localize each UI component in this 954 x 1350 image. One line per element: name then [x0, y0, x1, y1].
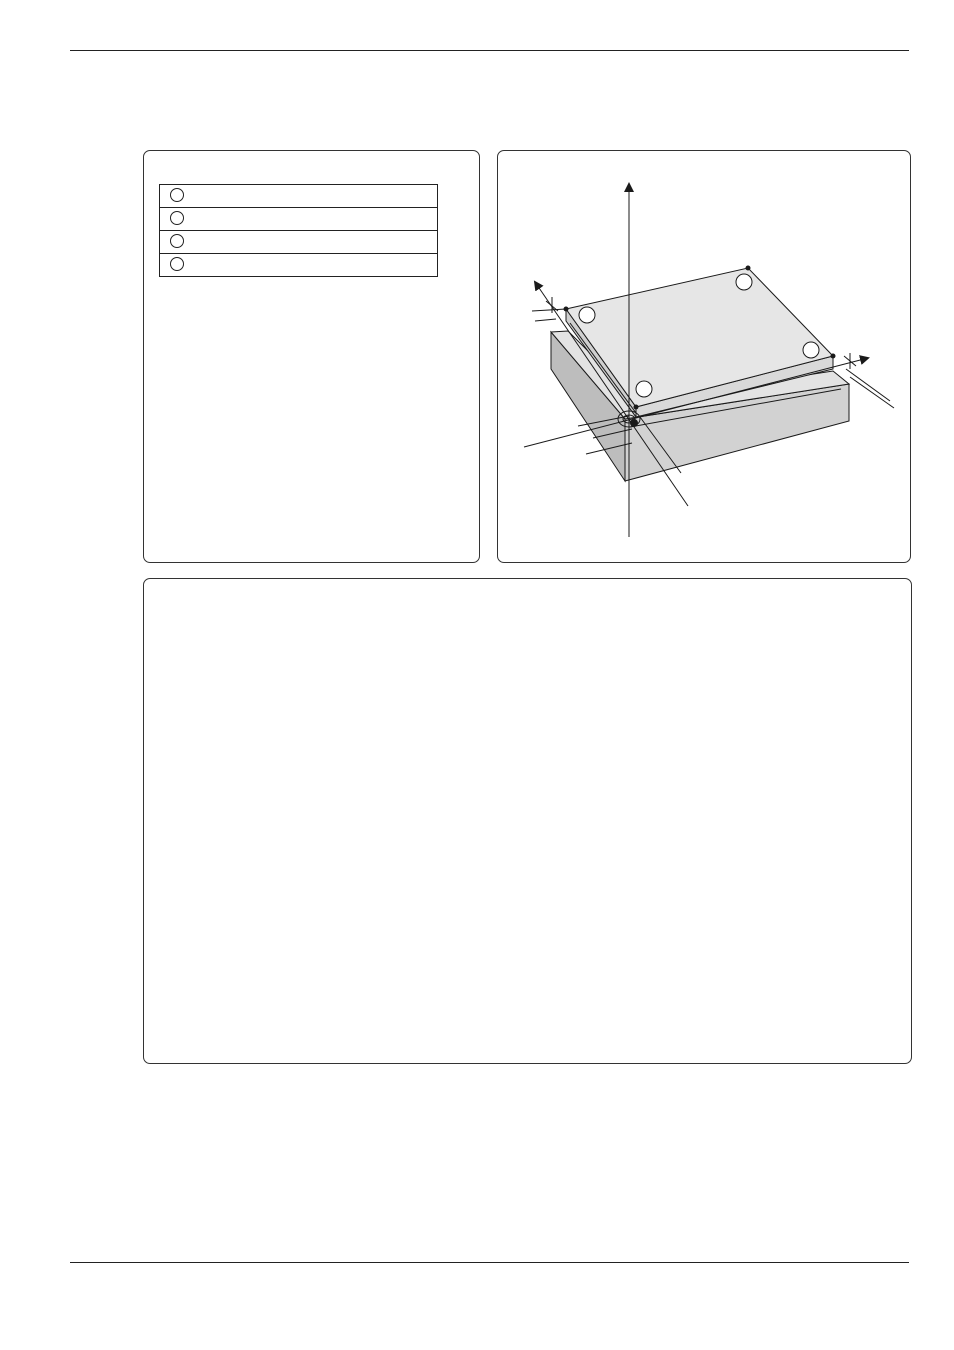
- legend-panel: [143, 150, 480, 563]
- legend-number-circle: [170, 188, 184, 202]
- leader-line: [846, 369, 890, 401]
- description-panel: [143, 578, 912, 1064]
- legend-row: [160, 231, 437, 254]
- corner-point: [634, 405, 639, 410]
- legend-number-circle: [170, 257, 184, 271]
- origin-point: [630, 419, 638, 427]
- footer-rule: [70, 1262, 909, 1263]
- workpiece-illustration: [498, 151, 910, 562]
- corner-point: [746, 266, 751, 271]
- legend-number-circle: [170, 211, 184, 225]
- legend-row: [160, 208, 437, 231]
- corner-point: [564, 307, 569, 312]
- callout-circle: [803, 342, 819, 358]
- leader-line: [850, 377, 894, 408]
- legend-number-circle: [170, 234, 184, 248]
- callout-circle: [579, 307, 595, 323]
- legend-row: [160, 185, 437, 208]
- legend-row: [160, 254, 437, 277]
- figure-panel: [497, 150, 911, 563]
- leader-line: [535, 319, 556, 321]
- leader-line: [532, 309, 566, 311]
- legend-table: [159, 184, 438, 277]
- callout-circle: [636, 381, 652, 397]
- callout-circle: [736, 274, 752, 290]
- corner-point: [831, 354, 836, 359]
- header-rule: [70, 50, 909, 51]
